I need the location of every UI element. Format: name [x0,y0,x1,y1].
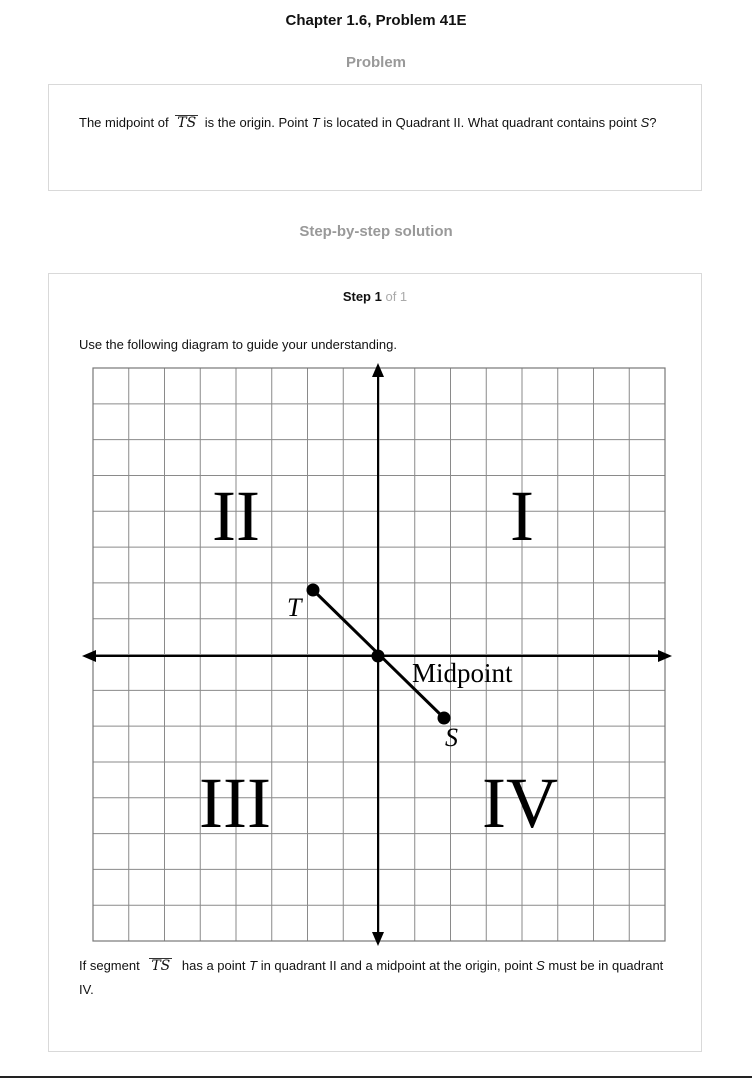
segment-ts: TS [177,115,197,131]
step-total: of 1 [385,289,408,304]
point-t-ref: T [249,958,258,973]
conclusion-part: in quadrant II and a midpoint at the origin, point [260,958,533,973]
quadrant-label-iv: IV [482,763,558,843]
quadrant-label-ii: II [212,476,260,556]
point-s-ref: S [536,958,545,973]
problem-text-part: is the origin. Point [204,115,309,130]
problem-text [79,111,669,135]
solution-heading: Step-by-step solution [299,223,453,240]
midpoint-label: Midpoint [412,658,513,688]
bottom-rule [0,1076,752,1078]
step-conclusion [79,954,669,1002]
y-axis-up-arrow [372,363,384,377]
problem-box [48,84,702,191]
point-t-label: T [287,593,302,622]
point-t [307,584,320,597]
conclusion-part: must be in quadrant IV. [79,958,664,997]
page-title: Chapter 1.6, Problem 41E [285,12,467,29]
step-intro: Use the following diagram to guide your understanding. [79,337,397,352]
quadrant-diagram [79,362,679,947]
point-s-label: S [445,723,458,752]
solution-box [48,273,702,1052]
problem-text-part: is located in Quadrant II. What quadrant contains point [323,115,637,130]
problem-text-part: The midpoint of [79,115,169,130]
y-axis-down-arrow [372,932,384,946]
conclusion-part: If segment [79,958,140,973]
x-axis-left-arrow [82,650,96,662]
quadrant-label-i: I [510,476,534,556]
problem-heading: Problem [345,54,406,71]
midpoint-origin [372,650,385,663]
conclusion-part: has a point [181,958,246,973]
problem-text-part: ? [649,115,657,130]
quadrant-label-iii: III [199,763,271,843]
point-s-ref: S [640,115,650,130]
step-number: Step 1 [342,289,382,304]
step-counter [49,289,701,304]
segment-ts-ref: TS [151,958,171,974]
point-t-ref: T [311,115,320,130]
